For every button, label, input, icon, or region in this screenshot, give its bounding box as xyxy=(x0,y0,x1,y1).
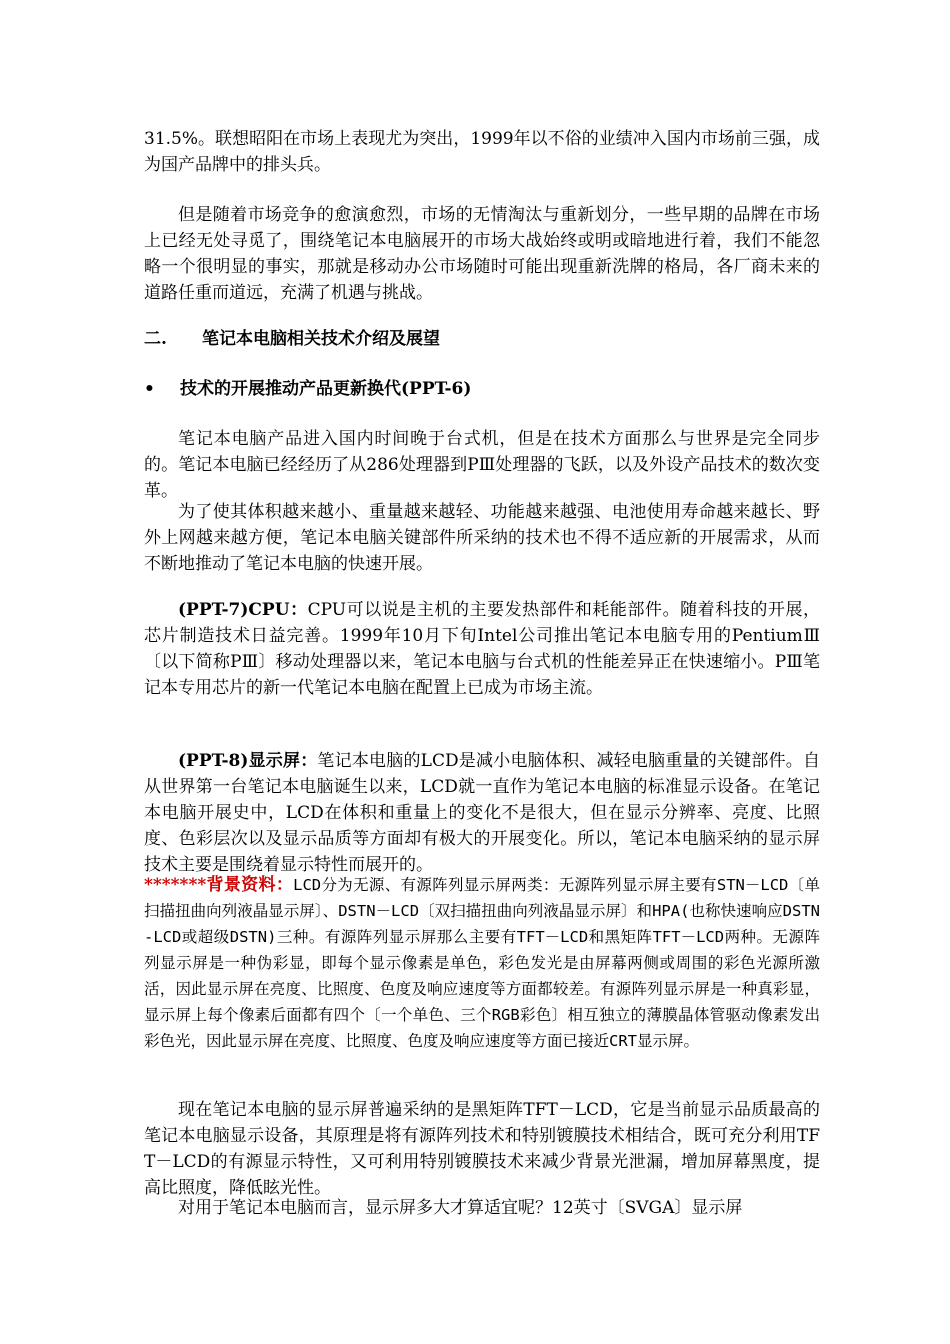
paragraph-cpu xyxy=(144,597,820,701)
background-label: *******背景资料： xyxy=(144,875,294,895)
paragraph-screen-size: 对用于笔记本电脑而言，显示屏多大才算适宜呢？12英寸〔SVGA〕显示屏 xyxy=(178,1198,743,1218)
paragraph-tech-requirements: 为了使其体积越来越小、重量越来越轻、功能越来越强、电池使用寿命越来越长、野外上网越来越方便，笔记本电脑关键部件所采纳的技术也不得不适应新的开展需求，从而不断地推动了笔记本电脑的快速开展。 xyxy=(144,502,820,574)
cpu-label: (PPT-7)CPU： xyxy=(178,600,308,620)
bullet-icon: • xyxy=(144,379,155,399)
background-text: LCD分为无源、有源阵列显示屏两类：无源阵列显示屏主要有STN－LCD〔单扫描扭曲向列液晶显示屏〕、DSTN－LCD〔双扫描扭曲向列液晶显示屏〕和HPA(也称快速响应DSTN-LCD或超级DSTN)三种。有源阵列显示屏那么主要有TFT－LCD和黑矩阵TFT－LCD两种。无源阵列显示屏是一种伪彩显，即每个显示像素是单色，彩色发光是由屏幕两侧或周围的彩色光源所激活，因此显示屏在亮度、比照度、色度及响应速度等方面都较差。有源阵列显示屏是一种真彩显，显示屏上每个像素后面都有四个〔一个单色、三个RGB彩色〕相互独立的薄膜晶体管驱动像素发出彩色光，因此显示屏在亮度、比照度、色度及响应速度等方面已接近CRT显示屏。 xyxy=(144,876,820,1050)
paragraph-black-matrix: 现在笔记本电脑的显示屏普遍采纳的是黑矩阵TFT－LCD，它是当前显示品质最高的笔记本电脑显示设备，其原理是将有源阵列技术和特别镀膜技术相结合，既可充分利用TFT－LCD的有源显示特性，又可利用特别镀膜技术来减少背景光泄漏，增加屏幕黑度，提高比照度，降低眩光性。 xyxy=(144,1100,820,1198)
section-number: 二. xyxy=(144,329,167,349)
paragraph-tech-intro: 笔记本电脑产品进入国内时间晚于台式机，但是在技术方面那么与世界是完全同步的。笔记本电脑已经经历了从286处理器到PⅢ处理器的飞跃，以及外设产品技术的数次变革。 xyxy=(144,429,820,501)
bullet-title: 技术的开展推动产品更新换代(PPT-6) xyxy=(180,379,472,399)
paragraph-market-competition: 但是随着市场竞争的愈演愈烈，市场的无情淘汰与重新划分，一些早期的品牌在市场上已经无处寻觅了，围绕笔记本电脑展开的市场大战始终或明或暗地进行着，我们不能忽略一个很明显的事实，那就是移动办公市场随时可能出现重新洗牌的格局，各厂商未来的道路任重而道远，充满了机遇与挑战。 xyxy=(144,205,820,303)
lcd-label: (PPT-8)显示屏： xyxy=(178,751,318,771)
paragraph-background-info xyxy=(144,872,820,1054)
section-title: 笔记本电脑相关技术介绍及展望 xyxy=(202,329,440,349)
cpu-text: CPU可以说是主机的主要发热部件和耗能部件。随着科技的开展，芯片制造技术日益完善。1999年10月下旬Intel公司推出笔记本电脑专用的PentiumⅢ〔以下简称PⅢ〕移动处理器以来，笔记本电脑与台式机的性能差异正在快速缩小。PⅢ笔记本专用芯片的新一代笔记本电脑在配置上已成为市场主流。 xyxy=(144,600,820,698)
paragraph-market-share: 31.5%。联想昭阳在市场上表现尤为突出，1999年以不俗的业绩冲入国内市场前三强，成为国产品牌中的排头兵。 xyxy=(144,129,820,175)
lcd-text: 笔记本电脑的LCD是减小电脑体积、减轻电脑重量的关键部件。自从世界第一台笔记本电脑诞生以来，LCD就一直作为笔记本电脑的标准显示设备。在笔记本电脑开展史中，LCD在体积和重量上的变化不是很大，但在显示分辨率、亮度、比照度、色彩层次以及显示品质等方面却有极大的开展变化。所以，笔记本电脑采纳的显示屏技术主要是围绕着显示特性而展开的。 xyxy=(144,751,820,875)
section-heading xyxy=(144,326,820,352)
paragraph-lcd xyxy=(144,748,820,878)
bullet-heading xyxy=(144,376,820,402)
